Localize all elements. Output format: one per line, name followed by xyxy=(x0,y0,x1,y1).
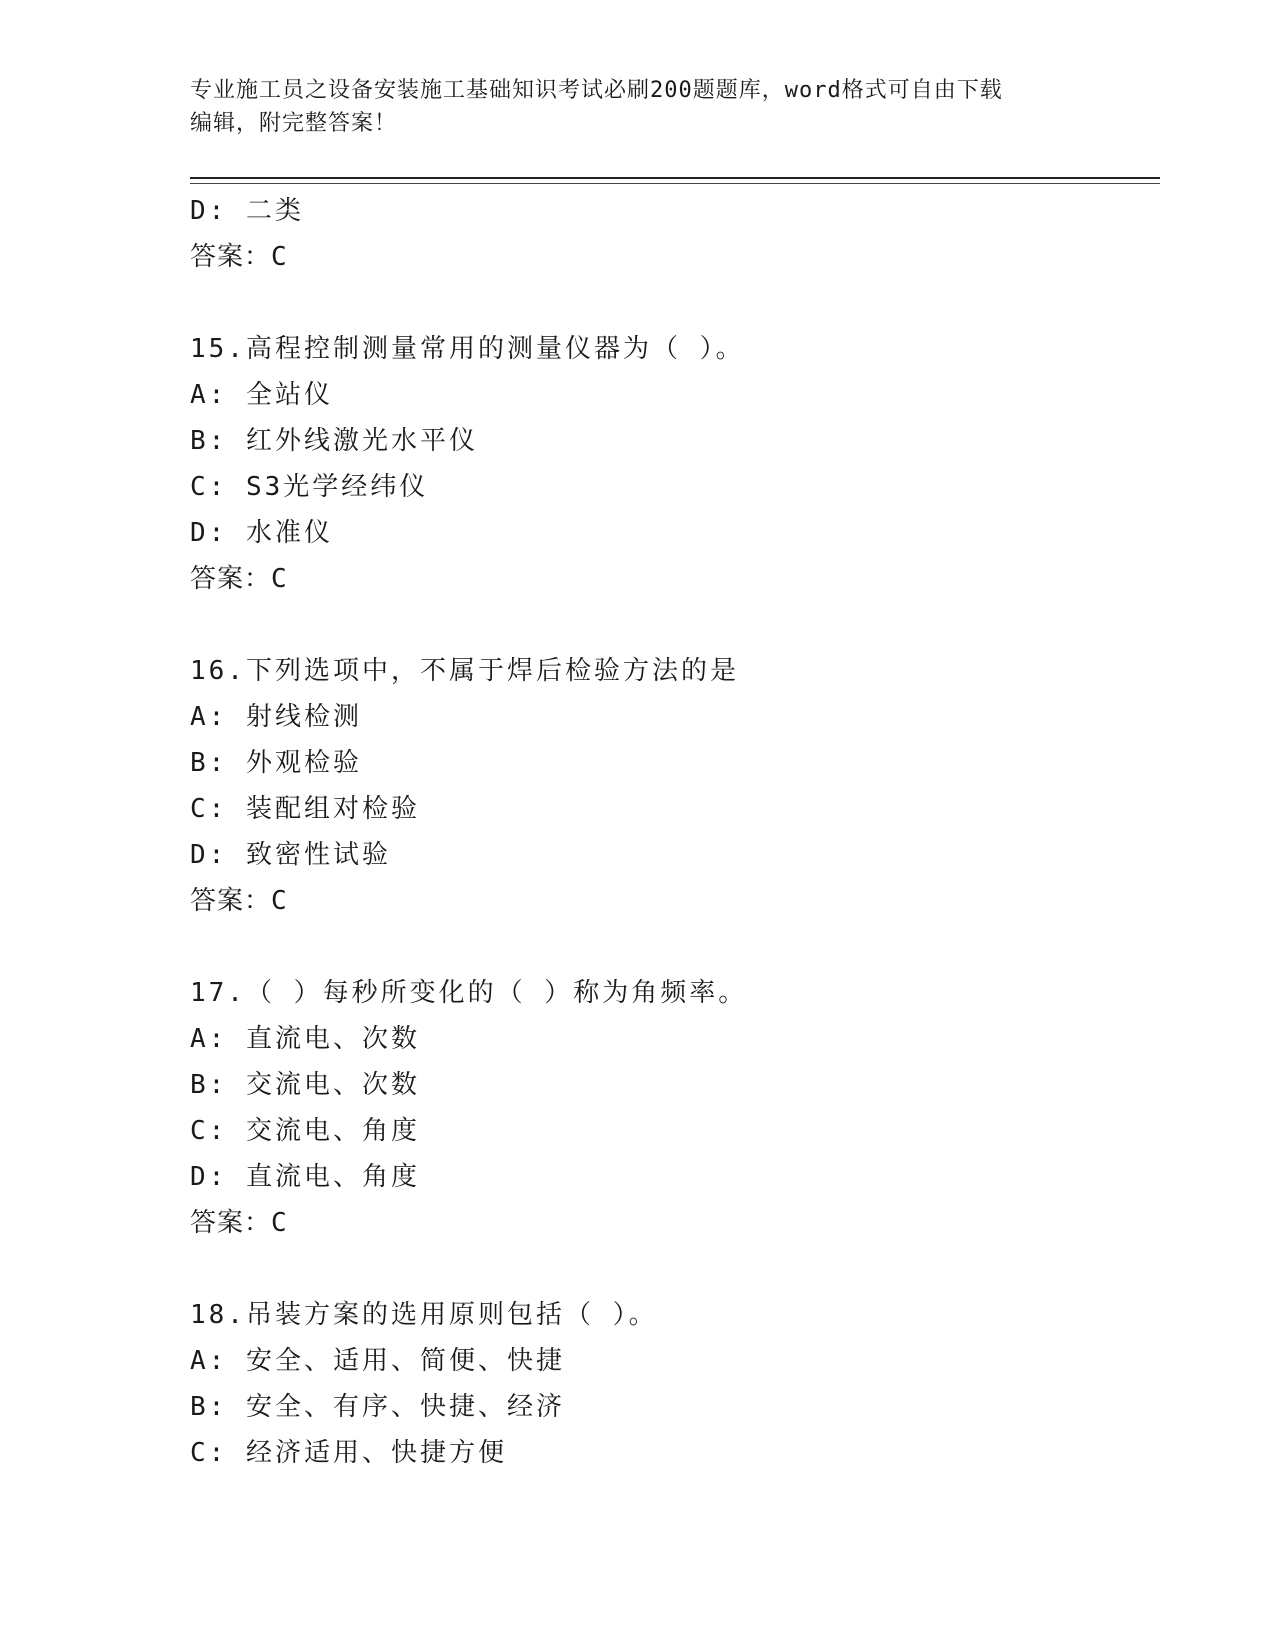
spacer xyxy=(190,924,1150,970)
option-a: A: 直流电、次数 xyxy=(190,1024,420,1054)
question-stem: 18.吊装方案的选用原则包括（ ）。 xyxy=(190,1300,658,1330)
answer: 答案：C xyxy=(190,886,288,916)
answer: 答案：C xyxy=(190,564,288,594)
option-c: C: S3光学经纬仪 xyxy=(190,472,429,502)
option-a: A: 安全、适用、简便、快捷 xyxy=(190,1346,565,1376)
question-stem: 16.下列选项中，不属于焊后检验方法的是 xyxy=(190,656,739,686)
header-divider-thick xyxy=(190,177,1160,179)
option-c: C: 装配组对检验 xyxy=(190,794,420,824)
option-c: C: 经济适用、快捷方便 xyxy=(190,1438,507,1468)
spacer xyxy=(190,280,1150,326)
option-d: D: 直流电、角度 xyxy=(190,1162,420,1192)
option-d: D: 二类 xyxy=(190,196,304,226)
question-16 xyxy=(190,648,1150,924)
option-d: D: 水准仪 xyxy=(190,518,333,548)
option-b: B: 外观检验 xyxy=(190,748,362,778)
header-divider-thin xyxy=(190,183,1160,184)
option-a: A: 射线检测 xyxy=(190,702,362,732)
answer: 答案：C xyxy=(190,1208,288,1238)
spacer xyxy=(190,602,1150,648)
option-b: B: 交流电、次数 xyxy=(190,1070,420,1100)
question-18 xyxy=(190,1292,1150,1476)
option-a: A: 全站仪 xyxy=(190,380,333,410)
answer: 答案：C xyxy=(190,242,288,272)
option-d: D: 致密性试验 xyxy=(190,840,391,870)
spacer xyxy=(190,1246,1150,1292)
question-stem: 15.高程控制测量常用的测量仪器为（ ）。 xyxy=(190,334,745,364)
option-b: B: 红外线激光水平仪 xyxy=(190,426,478,456)
option-c: C: 交流电、角度 xyxy=(190,1116,420,1146)
question-17 xyxy=(190,970,1150,1246)
question-15 xyxy=(190,326,1150,602)
header-title-line-2: 编辑，附完整答案！ xyxy=(190,111,398,136)
header-title-line-1: 专业施工员之设备安装施工基础知识考试必刷200题题库，word格式可自由下载 xyxy=(190,78,1003,103)
option-b: B: 安全、有序、快捷、经济 xyxy=(190,1392,565,1422)
question-list xyxy=(190,188,1150,1476)
document-header xyxy=(190,74,1090,140)
question-stem: 17.（ ）每秒所变化的（ ）称为角频率。 xyxy=(190,978,748,1008)
